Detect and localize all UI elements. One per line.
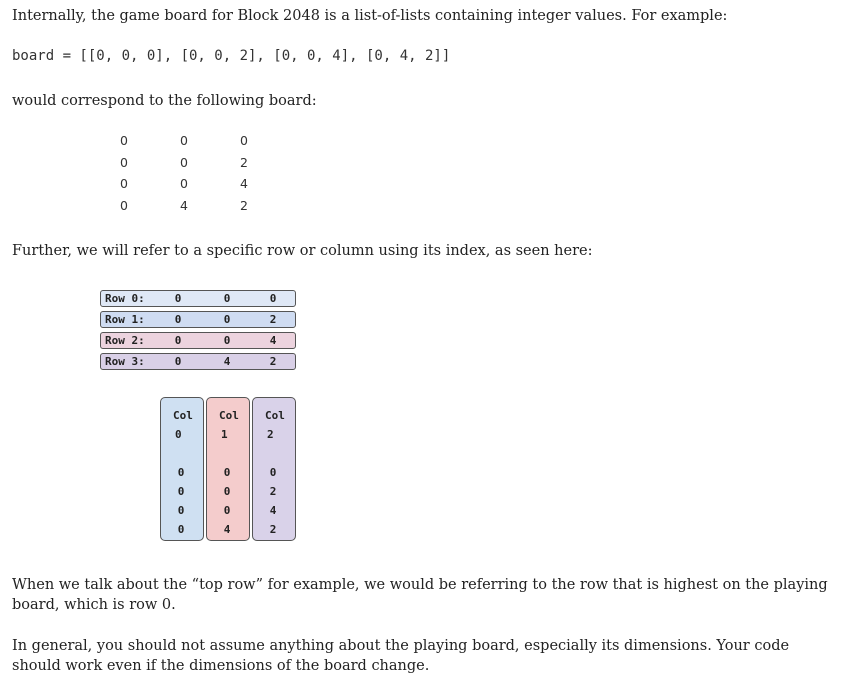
- top-row-text: When we talk about the “top row” for example, we would be referring to the row that is highest on the playing board, which is row 0.: [12, 577, 828, 613]
- column-value: 0: [223, 504, 231, 517]
- board-cell: 0: [180, 133, 188, 148]
- row-value: 2: [269, 355, 277, 368]
- column-label: Col: [265, 409, 285, 422]
- column-value: 4: [269, 504, 277, 517]
- column-value: 2: [269, 523, 277, 536]
- row-label: Row 2:: [105, 334, 145, 347]
- row-value: 0: [174, 292, 182, 305]
- board-cell: 2: [240, 197, 248, 213]
- row-box: [100, 353, 296, 370]
- board-code: board = [[0, 0, 0], [0, 0, 2], [0, 0, 4], [0, 4, 2]]: [12, 48, 451, 64]
- column-value: 0: [269, 466, 277, 479]
- row-label: Row 1:: [105, 313, 145, 326]
- intro-text: Internally, the game board for Block 2048 is a list-of-lists containing integer values. For example:: [12, 8, 728, 24]
- column-index: 2: [267, 428, 274, 441]
- column-box: [160, 397, 204, 541]
- board-cell: 0: [120, 197, 128, 213]
- further-text: Further, we will refer to a specific row or column using its index, as seen here:: [12, 243, 593, 259]
- column-value: 0: [177, 485, 185, 498]
- board-row: [110, 198, 270, 220]
- column-value: 0: [223, 485, 231, 498]
- row-value: 4: [223, 355, 231, 368]
- row-value: 0: [223, 292, 231, 305]
- board-row: [110, 133, 270, 155]
- row-label: Row 0:: [105, 292, 145, 305]
- row-value: 4: [269, 334, 277, 347]
- plain-board: [110, 133, 270, 219]
- row-value: 2: [269, 313, 277, 326]
- row-value: 0: [174, 355, 182, 368]
- board-cell: 0: [180, 154, 188, 170]
- board-cell: 0: [240, 133, 248, 148]
- general-text: In general, you should not assume anything about the playing board, especially its dimensions. Your code should work even if the dimensions of the board change.: [12, 638, 790, 674]
- row-value: 0: [269, 292, 277, 305]
- row-value: 0: [174, 313, 182, 326]
- column-value: 0: [177, 523, 185, 536]
- row-box: [100, 311, 296, 328]
- column-value: 2: [269, 485, 277, 498]
- column-value: 0: [177, 504, 185, 517]
- board-cell: 0: [180, 176, 188, 191]
- row-value: 0: [174, 334, 182, 347]
- board-row: [110, 155, 270, 177]
- row-label: Row 3:: [105, 355, 145, 368]
- row-value: 0: [223, 313, 231, 326]
- row-box: [100, 332, 296, 349]
- board-cell: 4: [240, 176, 248, 191]
- column-value: 0: [223, 466, 231, 479]
- column-index: 1: [221, 428, 228, 441]
- row-diagram: [100, 290, 296, 374]
- board-cell: 0: [120, 176, 128, 191]
- board-row: [110, 176, 270, 198]
- column-label: Col: [173, 409, 193, 422]
- correspond-text: would correspond to the following board:: [12, 93, 317, 109]
- column-box: [206, 397, 250, 541]
- board-cell: 0: [120, 154, 128, 170]
- column-box: [252, 397, 296, 541]
- board-cell: 2: [240, 154, 248, 170]
- board-cell: 0: [120, 133, 128, 148]
- row-value: 0: [223, 334, 231, 347]
- column-value: 0: [177, 466, 185, 479]
- board-cell: 4: [180, 197, 188, 213]
- column-value: 4: [223, 523, 231, 536]
- row-box: [100, 290, 296, 307]
- column-index: 0: [175, 428, 182, 441]
- column-label: Col: [219, 409, 239, 422]
